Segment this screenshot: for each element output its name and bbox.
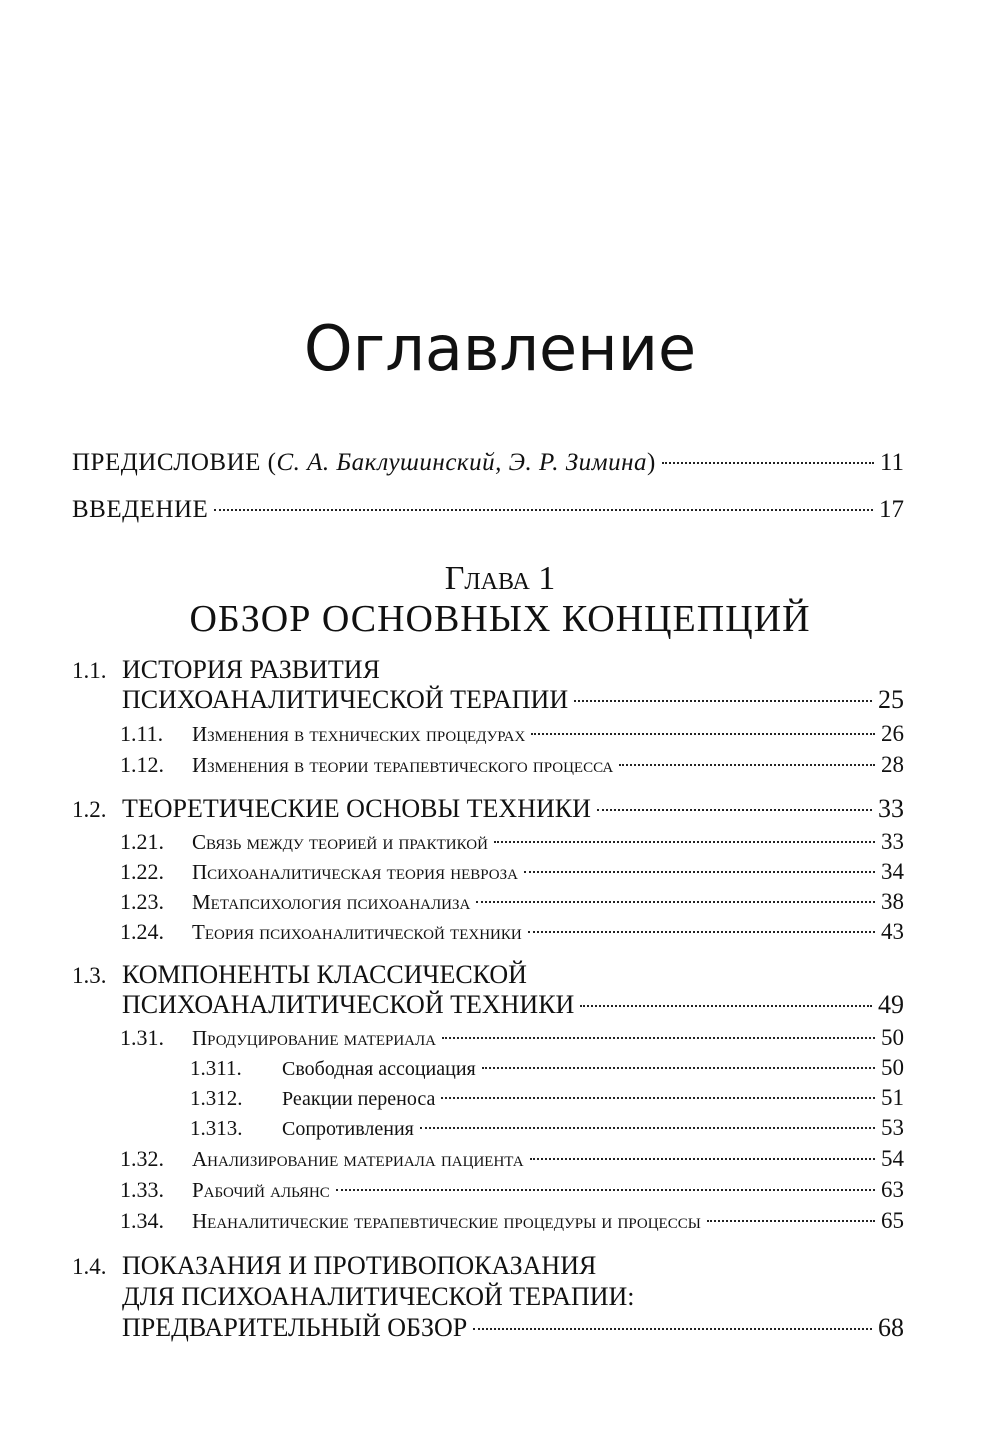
- chapter-title: ОБЗОР ОСНОВНЫХ КОНЦЕПЦИЙ: [189, 598, 811, 640]
- sub-title: Продуцирование материала: [192, 1026, 436, 1050]
- toc-entry-page: 17: [879, 496, 904, 523]
- sub-number: 1.12.: [120, 752, 164, 777]
- toc-entry-page: 53: [881, 1115, 904, 1140]
- sub-title: Изменения в технических процедурах: [192, 722, 526, 746]
- sub-number: 1.31.: [120, 1025, 164, 1050]
- toc-entry-title: ВВЕДЕНИЕ: [72, 496, 209, 523]
- dot-leader: [336, 1189, 875, 1191]
- toc-entry-page: 51: [881, 1085, 904, 1110]
- section-title-line1: КОМПОНЕНТЫ КЛАССИЧЕСКОЙ: [122, 960, 527, 989]
- dot-leader: [473, 1328, 872, 1330]
- toc-subsub-1-313[interactable]: [190, 1115, 904, 1141]
- sub-number: 1.34.: [120, 1208, 164, 1233]
- toc-section-1-3-heading[interactable]: [72, 960, 904, 990]
- sub-number: 1.24.: [120, 919, 164, 944]
- sub-title: Изменения в теории терапевтического процесса: [192, 753, 614, 777]
- dot-leader: [524, 871, 875, 873]
- toc-section-1-4-line2: [122, 1282, 635, 1312]
- dot-leader: [528, 931, 875, 933]
- sub-title: Связь между теорией и практикой: [192, 830, 488, 854]
- sub-title: Метапсихология психоанализа: [192, 890, 471, 914]
- toc-entry-page: 38: [881, 889, 904, 914]
- toc-sub-1-22[interactable]: [120, 859, 904, 885]
- dot-leader: [707, 1220, 875, 1222]
- toc-entry-page: 43: [881, 919, 904, 944]
- toc-sub-1-33[interactable]: [120, 1177, 904, 1203]
- chapter-label: Глава 1: [444, 560, 556, 597]
- sub-number: 1.11.: [120, 721, 164, 746]
- section-title-line1: ПОКАЗАНИЯ И ПРОТИВОПОКАЗАНИЯ: [122, 1251, 597, 1280]
- subsub-number: 1.311.: [190, 1056, 242, 1080]
- subsub-number: 1.312.: [190, 1086, 243, 1110]
- toc-entry-page: 54: [881, 1146, 904, 1171]
- toc-entry-title: ПРЕДИСЛОВИЕ (С. А. Баклушинский, Э. Р. Зимина): [72, 449, 656, 476]
- dot-leader: [531, 733, 875, 735]
- toc-entry-page: 25: [878, 685, 904, 714]
- subsub-title: Реакции переноса: [282, 1088, 436, 1110]
- toc-entry-page: 65: [881, 1208, 904, 1233]
- dot-leader: [580, 1005, 872, 1007]
- toc-entry-page: 26: [881, 721, 904, 746]
- section-title-line3: ПРЕДВАРИТЕЛЬНЫЙ ОБЗОР: [122, 1313, 468, 1342]
- sub-number: 1.21.: [120, 829, 164, 854]
- dot-leader: [494, 841, 875, 843]
- dot-leader: [574, 700, 872, 702]
- section-number: 1.3.: [72, 963, 107, 988]
- dot-leader: [619, 764, 875, 766]
- toc-entry-page: 33: [878, 794, 904, 823]
- toc-sub-1-12[interactable]: [120, 752, 904, 778]
- toc-sub-1-24[interactable]: [120, 919, 904, 945]
- toc-entry-authors: С. А. Баклушинский, Э. Р. Зимина: [276, 449, 647, 476]
- dot-leader: [420, 1127, 875, 1129]
- toc-entry-page: 11: [879, 449, 904, 476]
- toc-section-1-3[interactable]: [122, 990, 904, 1020]
- sub-number: 1.22.: [120, 859, 164, 884]
- toc-sub-1-23[interactable]: [120, 889, 904, 915]
- dot-leader: [530, 1158, 875, 1160]
- dot-leader: [597, 809, 872, 811]
- sub-number: 1.33.: [120, 1177, 164, 1202]
- toc-entry-page: 33: [881, 829, 904, 854]
- toc-section-1-1-heading[interactable]: [72, 655, 904, 685]
- dot-leader: [662, 462, 874, 464]
- toc-entry-preface[interactable]: [72, 449, 904, 477]
- toc-entry-page: 68: [878, 1313, 904, 1342]
- page-title: Оглавление: [303, 312, 697, 385]
- toc-section-1-4-heading[interactable]: [72, 1251, 904, 1281]
- toc-entry-page: 50: [881, 1025, 904, 1050]
- section-number: 1.4.: [72, 1254, 107, 1279]
- toc-entry-page: 28: [881, 752, 904, 777]
- sub-title: Рабочий альянс: [192, 1178, 330, 1202]
- toc-entry-page: 50: [881, 1055, 904, 1080]
- subsub-title: Сопротивления: [282, 1118, 414, 1140]
- section-number: 1.1.: [72, 658, 107, 683]
- dot-leader: [214, 509, 873, 511]
- section-title-line2: ПСИХОАНАЛИТИЧЕСКОЙ ТЕХНИКИ: [122, 990, 575, 1019]
- dot-leader: [482, 1067, 875, 1069]
- toc-subsub-1-311[interactable]: [190, 1055, 904, 1081]
- dot-leader: [441, 1097, 875, 1099]
- dot-leader: [476, 901, 875, 903]
- toc-sub-1-31[interactable]: [120, 1025, 904, 1051]
- toc-sub-1-34[interactable]: [120, 1208, 904, 1234]
- toc-section-1-2[interactable]: [72, 794, 904, 824]
- section-title-line1: ИСТОРИЯ РАЗВИТИЯ: [122, 655, 380, 684]
- toc-sub-1-11[interactable]: [120, 721, 904, 747]
- toc-section-1-4[interactable]: [122, 1313, 904, 1343]
- sub-number: 1.32.: [120, 1146, 164, 1171]
- sub-title: Неаналитические терапевтические процедуры и процессы: [192, 1209, 701, 1233]
- toc-entry-page: 63: [881, 1177, 904, 1202]
- toc-section-1-1[interactable]: [122, 685, 904, 715]
- section-title: ТЕОРЕТИЧЕСКИЕ ОСНОВЫ ТЕХНИКИ: [122, 794, 591, 823]
- sub-number: 1.23.: [120, 889, 164, 914]
- toc-entry-page: 34: [881, 859, 904, 884]
- sub-title: Анализирование материала пациента: [192, 1147, 524, 1171]
- section-title-line2: ПСИХОАНАЛИТИЧЕСКОЙ ТЕРАПИИ: [122, 685, 569, 714]
- sub-title: Теория психоаналитической техники: [192, 920, 522, 944]
- section-title-line2: ДЛЯ ПСИХОАНАЛИТИЧЕСКОЙ ТЕРАПИИ:: [122, 1282, 635, 1311]
- toc-sub-1-21[interactable]: [120, 829, 904, 855]
- sub-title: Психоаналитическая теория невроза: [192, 860, 518, 884]
- toc-subsub-1-312[interactable]: [190, 1085, 904, 1111]
- toc-entry-introduction[interactable]: [72, 496, 904, 524]
- toc-entry-page: 49: [878, 990, 904, 1019]
- subsub-title: Свободная ассоциация: [282, 1058, 476, 1080]
- toc-sub-1-32[interactable]: [120, 1146, 904, 1172]
- section-number: 1.2.: [72, 797, 107, 822]
- subsub-number: 1.313.: [190, 1116, 243, 1140]
- dot-leader: [442, 1037, 875, 1039]
